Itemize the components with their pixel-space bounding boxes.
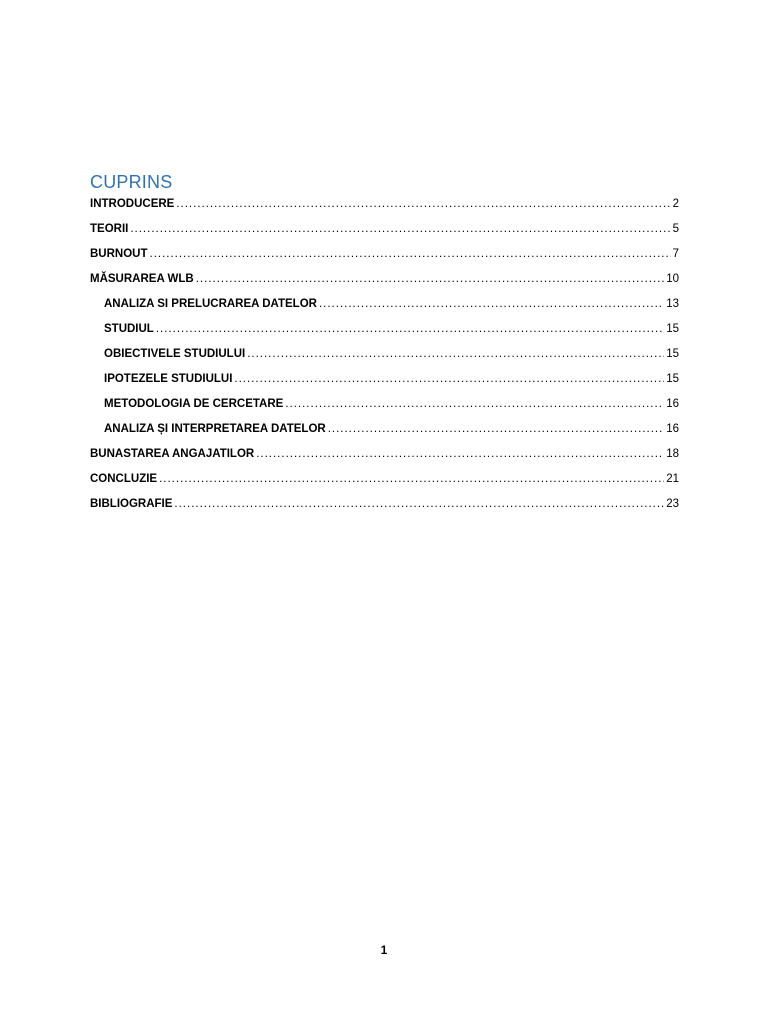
toc-entry-page: 15 [666, 348, 679, 360]
toc-entry-title: CONCLUZIE [90, 473, 158, 485]
toc-dot-leader [247, 348, 664, 360]
toc-dot-leader [256, 448, 664, 460]
toc-entry-title: OBIECTIVELE STUDIULUI [104, 348, 246, 360]
toc-dot-leader [130, 223, 670, 235]
toc-entry-page: 2 [672, 198, 679, 210]
toc-entry-studiul[interactable] [90, 323, 679, 348]
toc-entry-introducere[interactable] [90, 198, 679, 223]
toc-entry-title: BIBLIOGRAFIE [90, 498, 173, 510]
toc-entry-page: 21 [666, 473, 679, 485]
toc-entry-title: ANALIZA SI PRELUCRAREA DATELOR [104, 298, 317, 310]
toc-dot-leader [174, 498, 664, 510]
toc-entry-burnout[interactable] [90, 248, 679, 273]
toc-dot-leader [176, 198, 670, 210]
toc-entry-title: BUNASTAREA ANGAJATILOR [90, 448, 255, 460]
toc-entry-page: 18 [666, 448, 679, 460]
page-number: 1 [380, 943, 388, 957]
toc-entry-title: METODOLOGIA DE CERCETARE [104, 398, 284, 410]
toc-entry-title: ANALIZA ȘI INTERPRETAREA DATELOR [104, 423, 326, 435]
toc-entry-page: 23 [666, 498, 679, 510]
toc-entry-title: TEORII [90, 223, 129, 235]
table-of-contents [90, 198, 679, 523]
toc-dot-leader [156, 323, 664, 335]
toc-entry-bunastarea[interactable] [90, 448, 679, 473]
toc-entry-page: 15 [666, 323, 679, 335]
toc-entry-title: INTRODUCERE [90, 198, 175, 210]
toc-entry-analiza-interpretarea[interactable] [90, 423, 679, 448]
toc-entry-page: 7 [672, 248, 679, 260]
toc-entry-page: 10 [666, 273, 679, 285]
toc-dot-leader [328, 423, 665, 435]
toc-dot-leader [196, 273, 665, 285]
toc-dot-leader [234, 373, 664, 385]
toc-entry-concluzie[interactable] [90, 473, 679, 498]
toc-entry-metodologia[interactable] [90, 398, 679, 423]
toc-dot-leader [319, 298, 664, 310]
toc-entry-title: MĂSURAREA WLB [90, 273, 194, 285]
toc-entry-page: 5 [672, 223, 679, 235]
toc-dot-leader [159, 473, 664, 485]
toc-entry-page: 16 [666, 423, 679, 435]
toc-entry-page: 15 [666, 373, 679, 385]
toc-entry-title: IPOTEZELE STUDIULUI [104, 373, 233, 385]
toc-entry-analiza-prelucrarea[interactable] [90, 298, 679, 323]
toc-entry-masurarea-wlb[interactable] [90, 273, 679, 298]
toc-entry-page: 16 [666, 398, 679, 410]
toc-dot-leader [150, 248, 671, 260]
toc-entry-title: BURNOUT [90, 248, 148, 260]
toc-heading: CUPRINS [90, 172, 173, 192]
toc-entry-ipotezele[interactable] [90, 373, 679, 398]
toc-entry-teorii[interactable] [90, 223, 679, 248]
toc-dot-leader [285, 398, 664, 410]
toc-entry-page: 13 [666, 298, 679, 310]
toc-entry-obiectivele[interactable] [90, 348, 679, 373]
toc-entry-bibliografie[interactable] [90, 498, 679, 523]
toc-entry-title: STUDIUL [104, 323, 154, 335]
